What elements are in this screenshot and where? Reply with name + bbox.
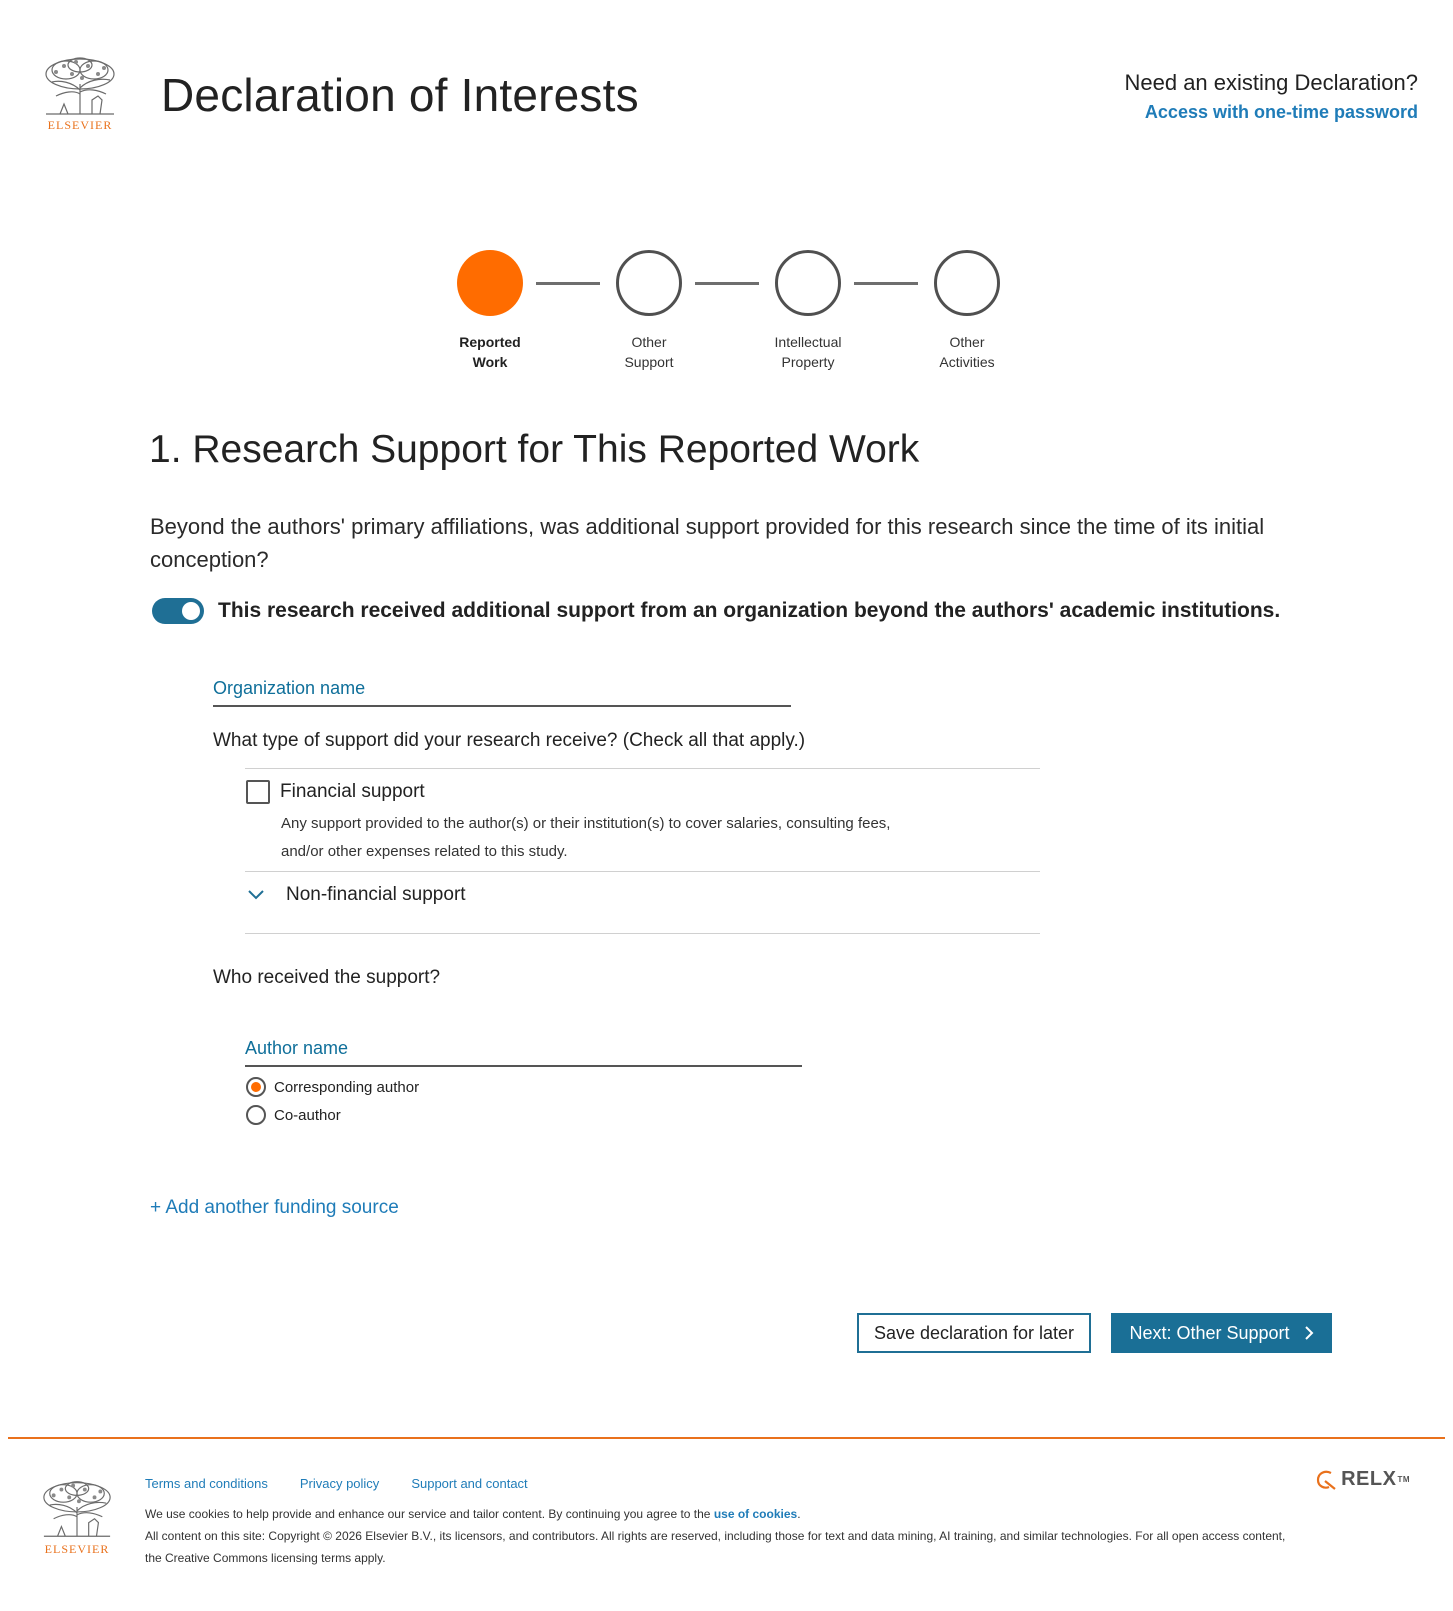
corresponding-author-label: Corresponding author [274, 1078, 420, 1096]
chevron-down-icon [246, 885, 266, 905]
non-financial-support-toggle[interactable] [246, 884, 466, 906]
cookies-link[interactable]: use of cookies [713, 1507, 798, 1521]
step-connector [854, 282, 918, 285]
who-received-question: Who received the support? [213, 967, 441, 988]
step-4-label: Other Activities [939, 334, 995, 370]
non-financial-support-label: Non-financial support [286, 884, 466, 905]
author-name-label: Author name [245, 1038, 349, 1058]
relx-mark-icon [1315, 1469, 1341, 1491]
progress-stepper [440, 250, 1020, 370]
additional-support-toggle-row [152, 598, 1280, 624]
divider [245, 768, 1040, 769]
tree-logo-icon [40, 1478, 114, 1540]
financial-support-row [246, 780, 425, 804]
step-2-label: Other Support [624, 334, 674, 370]
logo-wordmark: ELSEVIER [47, 118, 113, 132]
toggle-knob [182, 602, 200, 620]
step-1-circle[interactable] [457, 250, 523, 316]
otp-access-link[interactable]: Access with one-time password [1144, 102, 1418, 122]
financial-support-description: Any support provided to the author(s) or their institution(s) to cover salaries, consulting fees, and/or other expenses related to this study. [281, 815, 891, 860]
footer-links [145, 1476, 560, 1491]
step-connector [695, 282, 759, 285]
field-underline [213, 705, 791, 707]
tree-logo-icon [42, 56, 118, 116]
step-connector [536, 282, 600, 285]
privacy-link[interactable]: Privacy policy [299, 1476, 380, 1491]
co-author-label: Co-author [274, 1106, 341, 1124]
next-step-button[interactable] [1111, 1313, 1332, 1353]
support-question: Beyond the authors' primary affiliations, was additional support provided for this research since the time of its initial conception? [150, 514, 1265, 572]
field-underline [245, 1065, 802, 1067]
existing-declaration-text: Need an existing Declaration? [1124, 70, 1418, 95]
copyright-text: All content on this site: Copyright © 2026 Elsevier B.V., its licensors, and contributors. All rights are reserved, including those for text and data mining, AI training, and similar technologies. For all open access content, the Creative Commons licensing terms apply. [145, 1529, 1286, 1565]
divider [245, 933, 1040, 934]
footer-legal [145, 1503, 1295, 1569]
relx-trademark: TM [1397, 1475, 1410, 1484]
author-name-field[interactable] [245, 1038, 802, 1067]
footer-rule [8, 1437, 1445, 1439]
next-button-label: Next: Other Support [1129, 1322, 1290, 1343]
additional-support-toggle[interactable] [152, 598, 204, 624]
organization-name-label: Organization name [213, 678, 366, 698]
step-4-circle[interactable] [934, 250, 1000, 316]
co-author-radio[interactable] [246, 1105, 266, 1125]
financial-support-label[interactable]: Financial support [280, 781, 425, 802]
step-2-circle[interactable] [616, 250, 682, 316]
relx-logo[interactable] [1315, 1468, 1410, 1491]
elsevier-footer-logo[interactable] [38, 1478, 116, 1557]
terms-link[interactable]: Terms and conditions [145, 1476, 268, 1491]
cookie-notice: We use cookies to help provide and enhance our service and tailor content. By continuing you agree to the use of cookies. [145, 1507, 801, 1521]
elsevier-logo[interactable] [40, 56, 120, 133]
toggle-label: This research received additional support from an organization beyond the authors' academic institutions. [218, 599, 1281, 622]
financial-support-checkbox[interactable] [246, 780, 270, 804]
header-existing [1124, 70, 1418, 123]
chevron-right-icon [1304, 1325, 1314, 1341]
logo-wordmark: ELSEVIER [44, 1542, 110, 1556]
section-title: 1. Research Support for This Reported Work [149, 428, 920, 471]
add-funding-source-link[interactable]: + Add another funding source [150, 1197, 399, 1218]
corresponding-author-radio[interactable] [246, 1077, 266, 1097]
support-type-question: What type of support did your research receive? (Check all that apply.) [213, 730, 806, 751]
save-for-later-button[interactable]: Save declaration for later [857, 1313, 1091, 1353]
corresponding-author-option[interactable] [246, 1077, 419, 1097]
support-link[interactable]: Support and contact [411, 1476, 528, 1491]
divider [245, 871, 1040, 872]
step-3-circle[interactable] [775, 250, 841, 316]
step-3-label: Intellectual Property [774, 334, 842, 370]
relx-wordmark: RELX [1341, 1468, 1397, 1490]
organization-name-field[interactable] [213, 678, 791, 707]
page-title: Declaration of Interests [161, 69, 639, 121]
step-1-label: Reported Work [459, 334, 521, 370]
co-author-option[interactable] [246, 1105, 341, 1125]
